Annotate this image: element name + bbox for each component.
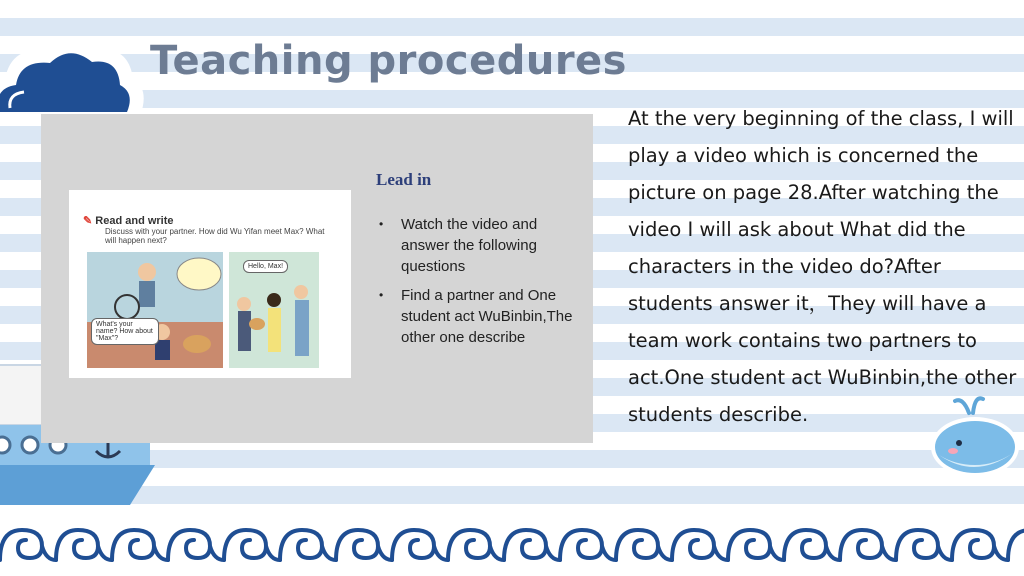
textbook-prompt: Discuss with your partner. How did Wu Yifan meet Max? What will happen next? (105, 227, 325, 245)
lead-in-bullets (379, 214, 579, 356)
pencil-icon: ✎ (83, 215, 96, 227)
hello-speech-bubble: Hello, Max! (243, 260, 288, 273)
name-speech-bubble: What's your name? How about "Max"? (91, 318, 159, 345)
procedure-description: At the very beginning of the class, I will play a video which is concerned the picture on page 28.After watching the video I will ask about What did the characters in the video do?After students answer it，They will have a team work contains two partners to act.One student act WuBinbin,the other students describe. (628, 107, 1017, 426)
illustration-family (229, 252, 319, 368)
textbook-heading-text: Read and write (95, 215, 174, 227)
illustration-boy-dog (87, 252, 223, 368)
wave-pattern (0, 512, 1024, 576)
bullet-item: • Find a partner and One student act WuBinbin,The other one describe (379, 285, 579, 348)
bullet-item: • Watch the video and answer the following questions (379, 214, 579, 277)
page-title: Teaching procedures (150, 38, 627, 84)
illustration-scene-1 (87, 252, 223, 368)
textbook-heading (83, 214, 174, 227)
lead-in-panel (41, 114, 593, 443)
textbook-image (69, 190, 351, 378)
lead-in-title: Lead in (376, 170, 432, 189)
